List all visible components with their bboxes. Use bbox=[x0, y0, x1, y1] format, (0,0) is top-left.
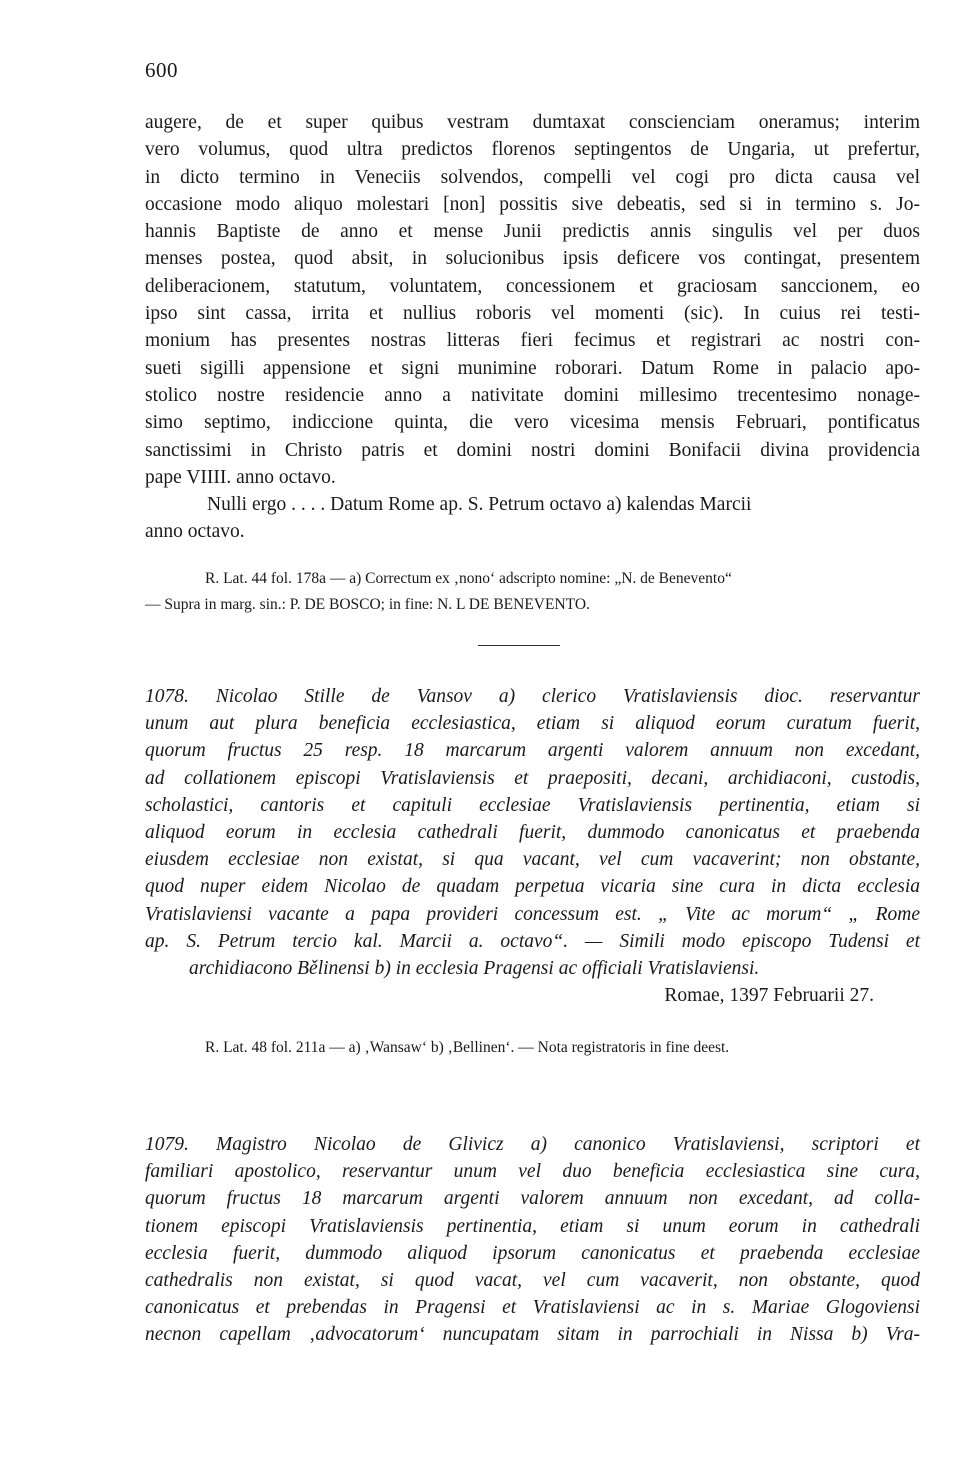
text-line: simo septimo, indiccione quinta, die vero vicesima mensis Februari, pontificatus bbox=[145, 412, 920, 434]
text-line: sueti sigilli appensione et signi munimine roborari. Datum Rome in palacio apo- bbox=[145, 357, 920, 379]
separator-rule bbox=[478, 645, 560, 646]
entry-line: ad collationem episcopi Vratislaviensis et praepositi, decani, archidiaconi, custodis, bbox=[145, 767, 920, 789]
entry-line: 1078. Nicolao Stille de Vansov a) clerico Vratislaviensis dioc. reservantur bbox=[145, 686, 920, 707]
entry-1078-footnote bbox=[205, 1035, 920, 1061]
entry-line: archidiacono Bělinensi b) in ecclesia Pragensi ac officiali Vratislaviensi. bbox=[189, 957, 760, 979]
entry-line: unum aut plura beneficia ecclesiastica, etiam si aliquod eorum curatum fuerit, bbox=[145, 713, 920, 735]
text-line: monium has presentes nostras litteras fieri fecimus et registrari ac nostri con- bbox=[145, 330, 920, 352]
entry-line: 1079. Magistro Nicolao de Glivicz a) canonico Vratislaviensi, scriptori et bbox=[145, 1134, 920, 1155]
text-line: ipso sint cassa, irrita et nullius roboris vel momenti (sic). In cuius rei testi- bbox=[145, 303, 920, 325]
entry-line: quorum fructus 25 resp. 18 marcarum argenti valorem annuum non excedant, bbox=[145, 740, 920, 762]
entry-line: familiari apostolico, reservantur unum vel duo beneficia ecclesiastica sine cura, bbox=[145, 1161, 920, 1183]
entry-line: quod nuper eidem Nicolao de quadam perpetua vicaria sine cura in dicta ecclesia bbox=[145, 876, 920, 898]
text-line: occasione modo aliquo molestari [non] possitis sive debeatis, sed si in termino s. Jo- bbox=[145, 193, 920, 215]
footnote-line: — Supra in marg. sin.: P. DE BOSCO; in fine: N. L DE BENEVENTO. bbox=[145, 596, 590, 613]
text-line: augere, de et super quibus vestram dumtaxat conscienciam oneramus; interim bbox=[145, 112, 920, 133]
text-line: pape VIIII. anno octavo. bbox=[145, 466, 336, 488]
entry-line: Vratislaviensi vacante a papa provideri concessum est. „ Vite ac morum“ „ Rome bbox=[145, 903, 920, 925]
entry-line: tionem episcopi Vratislaviensis pertinentia, etiam si unum eorum in cathedrali bbox=[145, 1215, 920, 1237]
entry-line: quorum fructus 18 marcarum argenti valorem annuum non excedant, ad colla- bbox=[145, 1188, 920, 1210]
continuation-footnotes bbox=[145, 566, 920, 618]
entry-line: scholastici, cantoris et capituli ecclesiae Vratislaviensis pertinentia, etiam si bbox=[145, 794, 920, 816]
entry-line: aliquod eorum in ecclesia cathedrali fuerit, dummodo canonicatus et praebenda bbox=[145, 821, 920, 843]
text-line: anno octavo. bbox=[145, 521, 245, 543]
entry-line: ap. S. Petrum tercio kal. Marcii a. octavo“. — Simili modo episcopo Tudensi et bbox=[145, 930, 920, 952]
text-line: stolico nostre residencie anno a nativitate domini millesimo trecentesimo nonage- bbox=[145, 384, 920, 406]
entry-line: cathedralis non existat, si quod vacat, vel cum vacaverit, non obstante, quod bbox=[145, 1269, 920, 1291]
entry-1078-date bbox=[145, 985, 920, 1007]
footnote-line: R. Lat. 48 fol. 211a — a) ‚Wansaw‘ b) ‚Bellinen‘. — Nota registratoris in fine deest. bbox=[205, 1039, 730, 1056]
text-line: in dicto termino in Veneciis solvendos, compelli vel cogi pro dicta causa vel bbox=[145, 166, 920, 188]
text-line: hannis Baptiste de anno et mense Junii predictis annis singulis vel per duos bbox=[145, 221, 920, 243]
text-line: Nulli ergo . . . . Datum Rome ap. S. Petrum octavo a) kalendas Marcii bbox=[207, 494, 752, 516]
entry-date: Romae, 1397 Februarii 27. bbox=[664, 985, 874, 1006]
text-line: vero volumus, quod ultra predictos florenos septingentos de Ungaria, ut prefertur, bbox=[145, 139, 920, 161]
text-line: deliberacionem, statutum, voluntatem, concessionem et graciosam sanccionem, eo bbox=[145, 275, 920, 297]
continuation-text bbox=[145, 109, 920, 546]
entry-line: eiusdem ecclesiae non existat, si qua vacant, vel cum vacaverint; non obstante, bbox=[145, 849, 920, 871]
entry-1079 bbox=[145, 1131, 920, 1349]
entry-line: canonicatus et prebendas in Pragensi et Vratislaviensi ac in s. Mariae Glogoviensi bbox=[145, 1297, 920, 1319]
text-line: menses postea, quod absit, in solucionibus ipsis deficere vos contingat, presentem bbox=[145, 248, 920, 270]
text-line: sanctissimi in Christo patris et domini nostri domini Bonifacii divina providencia bbox=[145, 439, 920, 461]
entry-line: necnon capellam ‚advocatorum‘ nuncupatam sitam in parrochiali in Nissa b) Vra- bbox=[145, 1324, 920, 1346]
page-number: 600 bbox=[145, 58, 178, 82]
footnote-line: R. Lat. 44 fol. 178a — a) Correctum ex ‚nono‘ adscripto nomine: „N. de Benevento“ bbox=[205, 570, 732, 587]
entry-line: ecclesia fuerit, dummodo aliquod ipsorum canonicatus et praebenda ecclesiae bbox=[145, 1242, 920, 1264]
entry-1078 bbox=[145, 683, 920, 982]
